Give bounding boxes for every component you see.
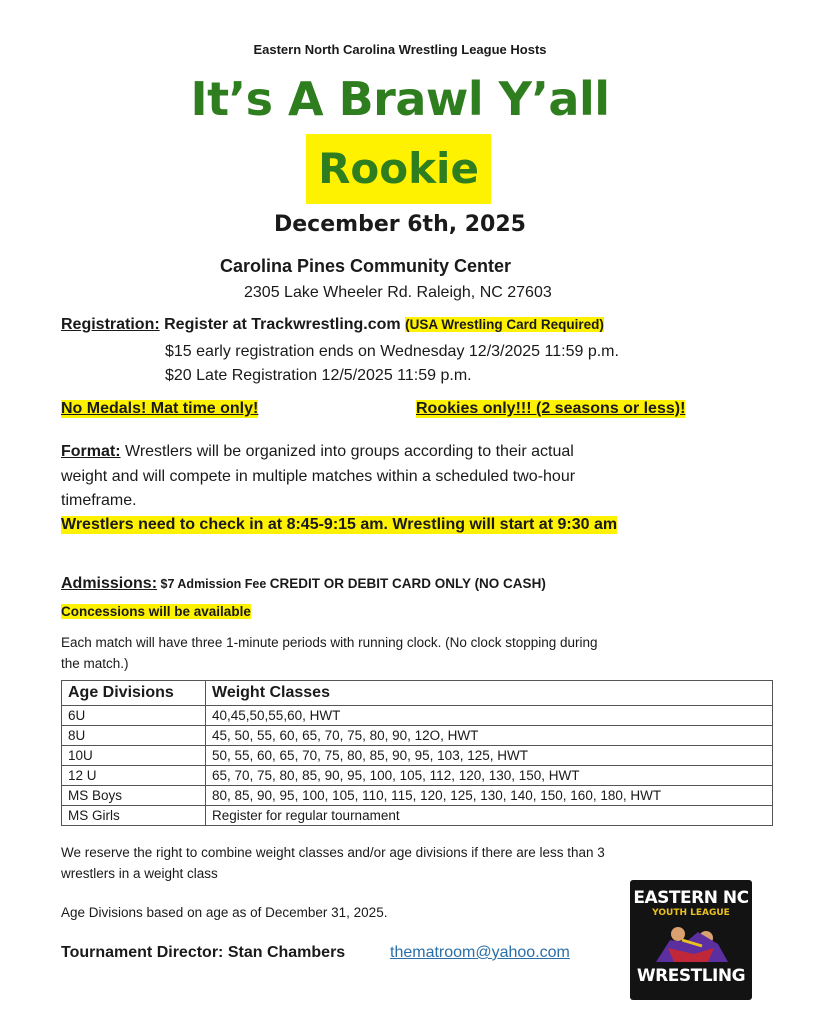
admissions-label: Admissions: <box>61 575 158 592</box>
weight-classes-cell: 45, 50, 55, 60, 65, 70, 75, 80, 90, 12O, HWT <box>206 726 773 746</box>
admissions-line <box>61 575 546 593</box>
match-rules-line-1: Each match will have three 1-minute periods with running clock. (No clock stopping during <box>61 635 598 650</box>
registration-label: Registration: <box>61 316 160 333</box>
director-email-link[interactable] <box>390 944 570 962</box>
age-basis-note: Age Divisions based on age as of December 31, 2025. <box>61 905 388 920</box>
table-row <box>62 746 773 766</box>
admission-fee: $7 Admission Fee <box>157 577 270 591</box>
host-line: Eastern North Carolina Wrestling League Hosts <box>253 42 547 57</box>
wrestlers-icon <box>648 918 734 966</box>
event-title: It’s A Brawl Y’all <box>190 72 610 126</box>
email-link[interactable]: thematroom@yahoo.com <box>390 944 570 961</box>
format-line-3: timeframe. <box>61 492 137 509</box>
venue-address: 2305 Lake Wheeler Rd. Raleigh, NC 27603 <box>244 284 552 301</box>
weight-classes-cell: 65, 70, 75, 80, 85, 90, 95, 100, 105, 112, 120, 130, 150, HWT <box>206 766 773 786</box>
checkin-notice: Wrestlers need to check in at 8:45-9:15 am. Wrestling will start at 9:30 am <box>61 516 618 533</box>
logo-top-text: EASTERN NC <box>633 888 749 908</box>
venue-name: Carolina Pines Community Center <box>220 256 512 276</box>
table-row <box>62 706 773 726</box>
age-division-cell: 8U <box>62 726 206 746</box>
weight-classes-cell: 50, 55, 60, 65, 70, 75, 80, 85, 90, 95, 103, 125, HWT <box>206 746 773 766</box>
registration-text: Register at Trackwrestling.com <box>159 316 406 333</box>
divisions-table <box>61 680 773 826</box>
table-row <box>62 726 773 746</box>
weight-classes-cell: 40,45,50,55,60, HWT <box>206 706 773 726</box>
registration-line <box>61 316 604 334</box>
no-medals-notice: No Medals! Mat time only! <box>61 400 259 417</box>
logo-bottom-text: WRESTLING <box>636 966 746 986</box>
format-line-1 <box>61 443 574 461</box>
league-logo <box>630 880 752 1000</box>
table-row <box>62 806 773 826</box>
format-label: Format: <box>61 443 121 460</box>
late-registration: $20 Late Registration 12/5/2025 11:59 p.m. <box>165 367 472 384</box>
weight-classes-cell: Register for regular tournament <box>206 806 773 826</box>
event-subtitle: Rookie <box>318 144 479 193</box>
weight-classes-cell: 80, 85, 90, 95, 100, 105, 110, 115, 120, 125, 130, 140, 150, 160, 180, HWT <box>206 786 773 806</box>
table-row <box>62 766 773 786</box>
reserve-line-2: wrestlers in a weight class <box>61 866 218 881</box>
payment-note: CREDIT OR DEBIT CARD ONLY (NO CASH) <box>269 576 546 591</box>
logo-middle-text: YOUTH LEAGUE <box>652 908 730 918</box>
format-line-2: weight and will compete in multiple matches within a scheduled two-hour <box>61 468 576 485</box>
registration-note: (USA Wrestling Card Required) <box>405 317 604 332</box>
age-division-cell: MS Girls <box>62 806 206 826</box>
age-division-cell: 12 U <box>62 766 206 786</box>
format-text-1: Wrestlers will be organized into groups according to their actual <box>120 443 574 460</box>
age-division-cell: MS Boys <box>62 786 206 806</box>
early-registration: $15 early registration ends on Wednesday 12/3/2025 11:59 p.m. <box>165 343 619 360</box>
age-division-cell: 6U <box>62 706 206 726</box>
rookies-notice: Rookies only!!! (2 seasons or less)! <box>416 400 686 417</box>
table-row <box>62 786 773 806</box>
table-header-weight: Weight Classes <box>206 681 773 706</box>
table-header-row <box>62 681 773 706</box>
age-division-cell: 10U <box>62 746 206 766</box>
match-rules-line-2: the match.) <box>61 656 129 671</box>
event-date: December 6th, 2025 <box>274 212 526 237</box>
concessions-notice: Concessions will be available <box>61 604 251 619</box>
reserve-line-1: We reserve the right to combine weight classes and/or age divisions if there are less than 3 <box>61 845 605 860</box>
tournament-director: Tournament Director: Stan Chambers <box>61 944 346 961</box>
table-header-age: Age Divisions <box>62 681 206 706</box>
